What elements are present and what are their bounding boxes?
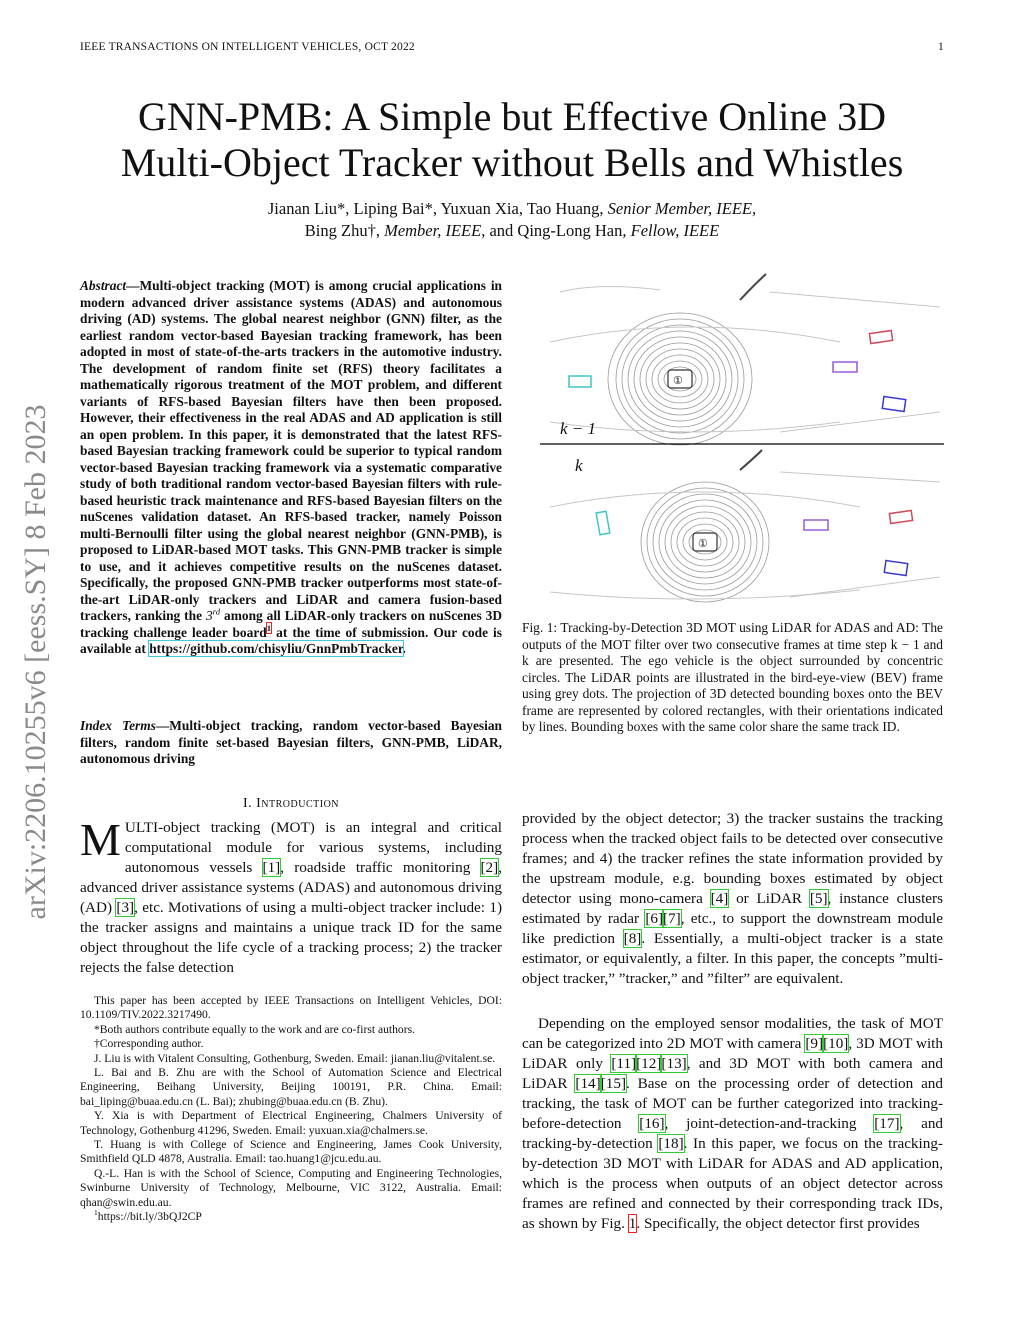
paper-title bbox=[80, 94, 944, 186]
right-paragraph-2 bbox=[522, 1014, 943, 1234]
title-line-1: GNN-PMB: A Simple but Effective Online 3D bbox=[137, 94, 887, 139]
citation-13[interactable]: [13] bbox=[661, 1055, 687, 1072]
citation-17[interactable]: [17] bbox=[874, 1115, 900, 1132]
citation-18[interactable]: [18] bbox=[658, 1135, 684, 1152]
footnote-liu: J. Liu is with Vitalent Consulting, Gothenburg, Sweden. Email: jianan.liu@vitalent.se. bbox=[94, 1051, 496, 1065]
frame-top bbox=[550, 274, 940, 445]
author-role-senior: Senior Member, IEEE, bbox=[607, 199, 757, 218]
citation-14[interactable]: [14] bbox=[575, 1075, 601, 1092]
body-text: or LiDAR bbox=[736, 890, 803, 907]
label-k-minus-1: k − 1 bbox=[560, 419, 597, 438]
intro-text: , advanced driver assistance systems (ADAS) and autonomous driving (AD) bbox=[80, 859, 503, 916]
body-text: . In this paper, we focus on the tracking-by-detection 3D MOT with LiDAR for ADAS and AD application, which is the process when outputs of an object detector across frames are refined and connected by their corresponding track IDs, as shown by Fig. bbox=[522, 1135, 943, 1232]
figure-1-caption: Fig. 1: Tracking-by-Detection 3D MOT using LiDAR for ADAS and AD: The outputs of the MOT filter over two consecutive frames at time step k − 1 and k are presented. The ego vehicle is the object surrounded by concentric circles. The LiDAR points are illustrated in the bird-eye-view (BEV) frame using grey dots. The projection of 3D detected bounding boxes onto the BEV frame are represented by colored rectangles, with their orientations indicated by lines. Bounding boxes with the same color share the same track ID. bbox=[522, 620, 943, 734]
footnote-bai-zhu: L. Bai and B. Zhu are with the School of Automation Science and Electrical Engineering, Beihang University, Beijing 100191, P.R. China. Email: bai_liping@buaa.edu.cn (L. Bai); zhubing@buaa.edu.cn (B. Zhu). bbox=[80, 1066, 502, 1108]
track-box-blue bbox=[882, 397, 905, 412]
track-box-red bbox=[869, 331, 892, 344]
citation-10[interactable]: [10] bbox=[823, 1035, 849, 1052]
track-box-cyan bbox=[596, 511, 610, 534]
running-header-journal: IEEE TRANSACTIONS ON INTELLIGENT VEHICLES, OCT 2022 bbox=[80, 41, 415, 53]
citation-11[interactable]: [11] bbox=[611, 1055, 637, 1072]
body-text: . Essentially, a multi-object tracker is a state estimator, or equivalently, a filter. In this paper, the concepts ”multi-object tracker,” ”tracker,” and ”filter” are equivalent. bbox=[522, 930, 943, 987]
footnote-xia: Y. Xia is with Department of Electrical Engineering, Chalmers University of Technology, Gothenburg 41296, Sweden. Email: yuxuan.xia@chalmers.se. bbox=[80, 1109, 502, 1137]
footnote-url-mark: 1 bbox=[94, 1208, 98, 1218]
body-text: Depending on the employed sensor modalities, the task of MOT can be categorized into 2D MOT with camera bbox=[522, 1015, 943, 1052]
footnote-equal: *Both authors contribute equally to the work and are co-first authors. bbox=[94, 1022, 415, 1036]
title-line-2: Multi-Object Tracker without Bells and Whistles bbox=[120, 140, 904, 185]
author-role-fellow: Fellow, IEEE bbox=[630, 221, 720, 240]
track-box-purple bbox=[804, 520, 828, 530]
body-text: , joint-detection-and-tracking bbox=[664, 1115, 857, 1132]
section-heading-introduction bbox=[80, 796, 502, 812]
label-k: k bbox=[575, 456, 583, 475]
citation-2[interactable]: [2] bbox=[480, 859, 499, 876]
footnote-han: Q.-L. Han is with the School of Science, Computing and Engineering Technologies, Swinburne University of Technology, Melbourne, VIC 3122, Australia. Email: qhan@swin.edu.au. bbox=[80, 1166, 502, 1209]
footnote-accepted: This paper has been accepted by IEEE Transactions on Intelligent Vehicles, DOI: 10.1109/TIV.2022.3217490. bbox=[80, 994, 502, 1022]
footnote-url-text[interactable]: https://bit.ly/3bQJ2CP bbox=[97, 1210, 202, 1224]
index-terms-label: Index Terms bbox=[80, 718, 156, 733]
citation-1[interactable]: [1] bbox=[262, 859, 281, 876]
footnotes bbox=[80, 994, 502, 1225]
body-text: . Base on the processing order of detection and tracking, the task of MOT can be further categorized into tracking-before-detection bbox=[522, 1075, 943, 1132]
body-text: , etc., to support the downstream module like prediction bbox=[522, 910, 944, 947]
abstract-text: —Multi-object tracking (MOT) is among crucial applications in modern advanced driver assistance systems (ADAS) and autonomous driving (AD) systems. The global nearest neighbor (GNN) filter, as the earliest random vector-based Bayesian tracking framework, has been adopted in most of state-of-the-arts trackers in the automotive industry. The development of random finite set (RFS) theory facilitates a mathematically rigorous treatment of the MOT problem, and different variants of RFS-based Bayesian filters have then been proposed. However, their effectiveness in the real ADAS and AD application is still an open problem. In this paper, it is demonstrated that the latest RFS-based Bayesian tracking framework could be superior to typical random vector-based Bayesian tracking framework via a systematic comparative study of both traditional random vector-based Bayesian filters with rule-based heuristic track maintenance and RFS-based Bayesian filters on the nuScenes validation dataset. An RFS-based tracker, namely Poisson multi-Bernoulli filter using the global nearest neighbor (GNN-PMB), is proposed to LiDAR-based MOT tasks. This GNN-PMB tracker is simple to use, and it achieves competitive results on the nuScenes dataset. Specifically, the proposed GNN-PMB tracker outperforms most state-of-the-art LiDAR-only trackers and LiDAR and camera fusion-based trackers, ranking the bbox=[80, 278, 502, 623]
intro-text: , roadside traffic monitoring bbox=[280, 859, 471, 876]
section-title: Introduction bbox=[256, 796, 340, 811]
footnote-corresponding: †Corresponding author. bbox=[94, 1037, 204, 1051]
svg-text:①: ① bbox=[673, 375, 683, 387]
intro-text: , etc. Motivations of using a multi-object tracker include: 1) the tracker assigns and maintains a unique track ID for the same object throughout the life cycle of a tracking process; 2) the tracker rejects the false detection bbox=[80, 899, 502, 976]
figure-1-reference[interactable]: 1 bbox=[628, 1215, 637, 1232]
citation-3[interactable]: [3] bbox=[116, 899, 135, 916]
abstract-end: . bbox=[402, 641, 406, 656]
abstract-text-2: among all LiDAR-only trackers on nuScenes 3D tracking challenge leader board bbox=[80, 608, 502, 640]
citation-4[interactable]: [4] bbox=[710, 890, 729, 907]
citation-8[interactable]: [8] bbox=[623, 930, 642, 947]
intro-text: ULTI-object tracking (MOT) is an integral and critical computational module for various systems, including autonomous vessels bbox=[124, 819, 502, 876]
github-link[interactable]: https://github.com/chisyliu/GnnPmbTracker bbox=[149, 641, 403, 656]
author-list bbox=[80, 198, 944, 242]
track-box-purple bbox=[833, 362, 857, 372]
citation-9[interactable]: [9] bbox=[805, 1035, 824, 1052]
track-box-blue bbox=[884, 561, 907, 576]
intro-paragraph-1 bbox=[80, 814, 503, 978]
abstract bbox=[80, 278, 502, 658]
citation-5[interactable]: [5] bbox=[809, 890, 828, 907]
index-terms-text: —Multi-object tracking, random vector-based Bayesian filters, random finite set-based Bayesian filters, GNN-PMB, LiDAR, autonomous driving bbox=[80, 718, 502, 766]
footnote-huang: T. Huang is with College of Science and Engineering, James Cook University, Smithfield QLD 4878, Australia. Email: tao.huang1@jcu.edu.au. bbox=[80, 1138, 502, 1166]
citation-15[interactable]: [15] bbox=[600, 1075, 627, 1092]
citation-16[interactable]: [16] bbox=[639, 1115, 665, 1132]
arxiv-stamp-text: arXiv:2206.10255v6 [eess.SY] 8 Feb 2023 bbox=[19, 404, 52, 920]
track-box-red bbox=[889, 511, 912, 524]
rank-ordinal: 3rd bbox=[205, 606, 221, 623]
body-text: provided by the object detector; 3) the tracker sustains the tracking process when the tracked object fails to be detected over consecutive frames; and 4) the tracker refines the state information provided by the upstream module, e.g. bounding boxes estimated by object detector using mono-camera bbox=[522, 810, 943, 907]
author-han: and Qing-Long Han, bbox=[489, 221, 627, 240]
dropcap-letter: M bbox=[80, 814, 121, 865]
page-number: 1 bbox=[938, 41, 944, 53]
footnote-url bbox=[80, 1210, 502, 1224]
footnote-marker-1[interactable]: 1 bbox=[266, 623, 272, 634]
svg-text:①: ① bbox=[698, 538, 708, 550]
arxiv-stamp bbox=[6, 352, 66, 972]
body-text: , and 3D MOT with both camera and LiDAR bbox=[522, 1055, 943, 1092]
abstract-text-3: at the time of submission. Our code is available at bbox=[80, 624, 502, 656]
citation-12[interactable]: [12] bbox=[636, 1055, 662, 1072]
index-terms bbox=[80, 718, 502, 768]
authors-line-1: Jianan Liu*, Liping Bai*, Yuxuan Xia, Tao Huang, bbox=[267, 199, 604, 218]
body-text: , and tracking-by-detection bbox=[522, 1115, 944, 1152]
body-text: , instance clusters estimated by radar bbox=[522, 890, 944, 927]
section-number: I. bbox=[242, 796, 253, 811]
abstract-label: Abstract bbox=[80, 278, 127, 293]
frame-bottom bbox=[550, 450, 940, 602]
figure-1-lidar-bev bbox=[540, 272, 944, 610]
right-paragraph-1 bbox=[522, 809, 943, 989]
track-box-cyan bbox=[569, 376, 591, 387]
body-text: . Specifically, the object detector first provides bbox=[636, 1215, 920, 1232]
citation-7[interactable]: [7] bbox=[663, 910, 681, 927]
body-text: , 3D MOT with LiDAR only bbox=[522, 1035, 943, 1072]
author-role-member: Member, IEEE, bbox=[384, 221, 486, 240]
citation-6[interactable]: [6] bbox=[645, 910, 664, 927]
author-bing-zhu: Bing Zhu†, bbox=[304, 221, 380, 240]
